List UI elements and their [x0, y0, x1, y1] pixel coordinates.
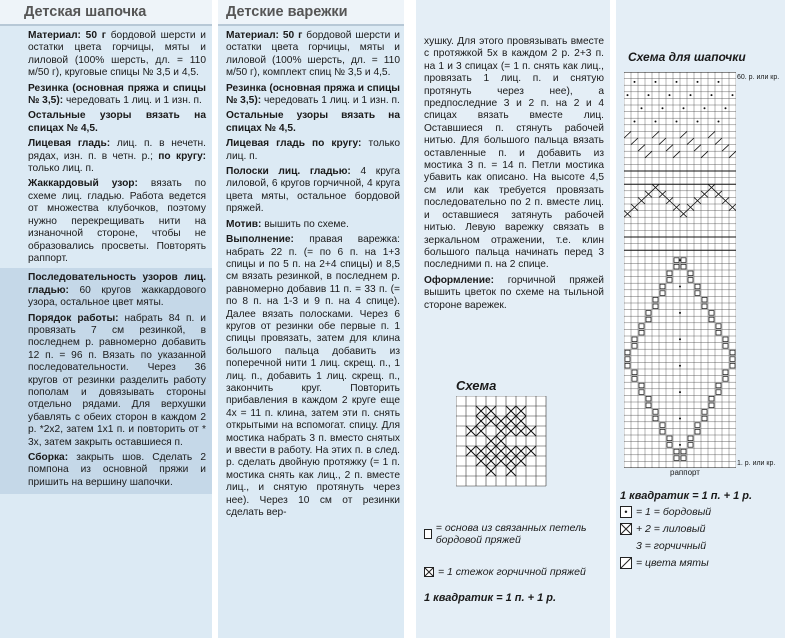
hat-chart-grid	[624, 72, 736, 468]
cross-square-icon	[620, 523, 632, 535]
legend-empty-square-icon	[424, 529, 432, 539]
hat-chart-title: Схема для шапочки	[628, 50, 746, 64]
legend-cross: = 1 стежок горчичной пряжей	[424, 566, 608, 578]
hat-text: Материал: 50 г бордовой шерсти и остатки цвета горчицы, мяты и лиловой (100% шерсть, дл. = 110 м/50 г), круговые спицы № 3,5 и 4,5. Резинка (основная пряжа и спицы № 3,5): чередовать 1 лиц. и 1 изн. п. Остальные узоры вязать на спицах № 4,5. Лицевая гладь: лиц. п. в нечетн. рядах, изн. п. в четн. р.; по кругу: только лиц. п. Жаккардовый узор: вязать по схеме лиц. гладью. Работа ведется от множества клубочков, поэтому нужно перекрещивать нити на изнаночной стороне, чтобы не образовались просветы. Повторять раппорт. Последовательность узоров лиц. гладью: 60 кругов жаккардового узора, остальное цвет мяты. Порядок работы: набрать 84 п. и провязать 7 см резинкой, в последнем р. равномерно добавить 12 п. = 96 п. Вязать по указанной последовательности. Через 36 кругов от резинки разделить работу пополам и довязывать стороны отдельно рядами. Для верхушки убавлять с обеих сторон в каждом 2 р. *2х2, затем 1х1 п. и повторить от * 3х, затем закрыть оставшиеся п. Сборка: закрыть шов. Сделать 2 помпона из основной пряжи и пришить на вершину шапочки.	[0, 26, 212, 494]
slash-square-icon	[620, 557, 632, 569]
mitten-scheme-grid	[456, 396, 548, 488]
mittens-text: Материал: 50 г бордовой шерсти и остатки цвета горчицы, мяты и лиловой (100% шерсть, дл. = 110 м/50 г), комплект спиц № 3,5 и 4,5. Резинка (основная пряжа и спицы № 3,5): чередовать 1 лиц. и 1 изн. п. Остальные узоры вязать на спицах № 4,5. Лицевая гладь по кругу: только лиц. п. Полоски лиц. гладью: 4 круга лиловой, 6 кругов горчичной, 4 круга цвета мяты, остальное бордовой пряжей. Мотив: вышить по схеме. Выполнение: правая варежка: набрать 22 п. (= по 6 п. на 1+3 спицы и по 5 п. на 2+4 спицы) и 8,5 см вязать резинкой, в последнем р. равномерно добавив 11 п. = 33 п. (= по 8 п. на 1-3 и 9 п. на 4 спице). Далее вязать полосками. Через 6 кругов от резинки обе первые п. 1 спицы провязать, затем для клина большого пальца добавить из поперечной нити 1 лиц. скрещ. п., 1 лиц. п., добавить 1 лиц. скрещ. п., закончить круг. Повторить прибавления в каждом 2 круге еще 4х = 11 п. клина, затем эти п. снять открытыми на вспомогат. спицу. Для мостика набрать 3 п. вместо снятых и ввести в работу. На этих п. в след. р. сделать двойную протяжку (= 1 п. мостика снять как лиц., 2 п. вместе лиц., и снятую протянуть через нее). Через 10 см от резинки сделать вер-	[226, 30, 400, 519]
hat-square-note: 1 квадратик = 1 п. + 1 р.	[620, 490, 753, 502]
continuation-text: хушку. Для этого провязывать вместе с протяжкой 5х в каждом 2 р. 2+3 п. на 1 и 3 спицах (= 1 п. снять как лиц., провязать 1 лиц. п. и снятую протянуть через нее), а предпоследние 3 и 2 п. на 2 и 4 спицах вязать вместе лиц. Оставшиеся п. стянуть рабочей нитью. Для большого пальца вязать оставленные п. и добавить из мостика 3 п. = 14 п. Петли мостика убавить как описано. На высоте 4,5 см или как требуется провязать последовательно по 2 п. вместе лиц. и оставшиеся затянуть рабочей нитью. Левую варежку связать в зеркальном отражении, т.е. клин большого пальца начинать перед 3 последними п. на 2 спице. Оформление: горчичной пряжей вышить цветок по схеме на тыльной стороне варежек.	[424, 36, 604, 311]
repeat-label: раппорт	[670, 468, 700, 477]
hat-chart-column	[616, 0, 785, 638]
hat-legend-2: + 2 = лиловый	[620, 523, 711, 535]
hat-legend	[620, 506, 711, 569]
legend-base: = основа из связанных петель бордовой пряжей	[424, 522, 608, 546]
hat-band: Последовательность узоров лиц. гладью: 60 кругов жаккардового узора, остальное цвет мяты. Порядок работы: набрать 84 п. и провязать 7 см резинкой, в последнем р. равномерно добавить 12 п. = 96 п. Вязать по указанной последовательности. Через 36 кругов от резинки разделить работу пополам и довязывать стороны отдельно рядами. Для верхушки убавлять с обеих сторон в каждом 2 р. *2х2, затем 1х1 п. и повторить от * 3х, затем закрыть оставшиеся п. Сборка: закрыть шов. Сделать 2 помпона из основной пряжи и пришить на вершину шапочки.	[0, 268, 212, 494]
row-label-bottom: 1. р. или кр.	[737, 460, 776, 467]
mitten-scheme-title: Схема	[456, 378, 497, 393]
hat-legend-1: • = 1 = бордовый	[620, 506, 711, 518]
hat-legend-3: 3 = горчичный	[636, 540, 707, 552]
mitten-square-note: 1 квадратик = 1 п. + 1 р.	[424, 592, 557, 604]
mittens-title: Детские варежки	[218, 0, 404, 26]
mittens-column	[218, 0, 404, 638]
hat-legend-4: = цвета мяты	[620, 557, 711, 569]
dot-square-icon: •	[620, 506, 632, 518]
legend-cross-square-icon	[424, 567, 434, 577]
hat-column	[0, 0, 212, 638]
continuation-column	[416, 0, 610, 638]
row-label-top: 60. р. или кр.	[737, 74, 780, 81]
hat-title: Детская шапочка	[0, 0, 212, 26]
